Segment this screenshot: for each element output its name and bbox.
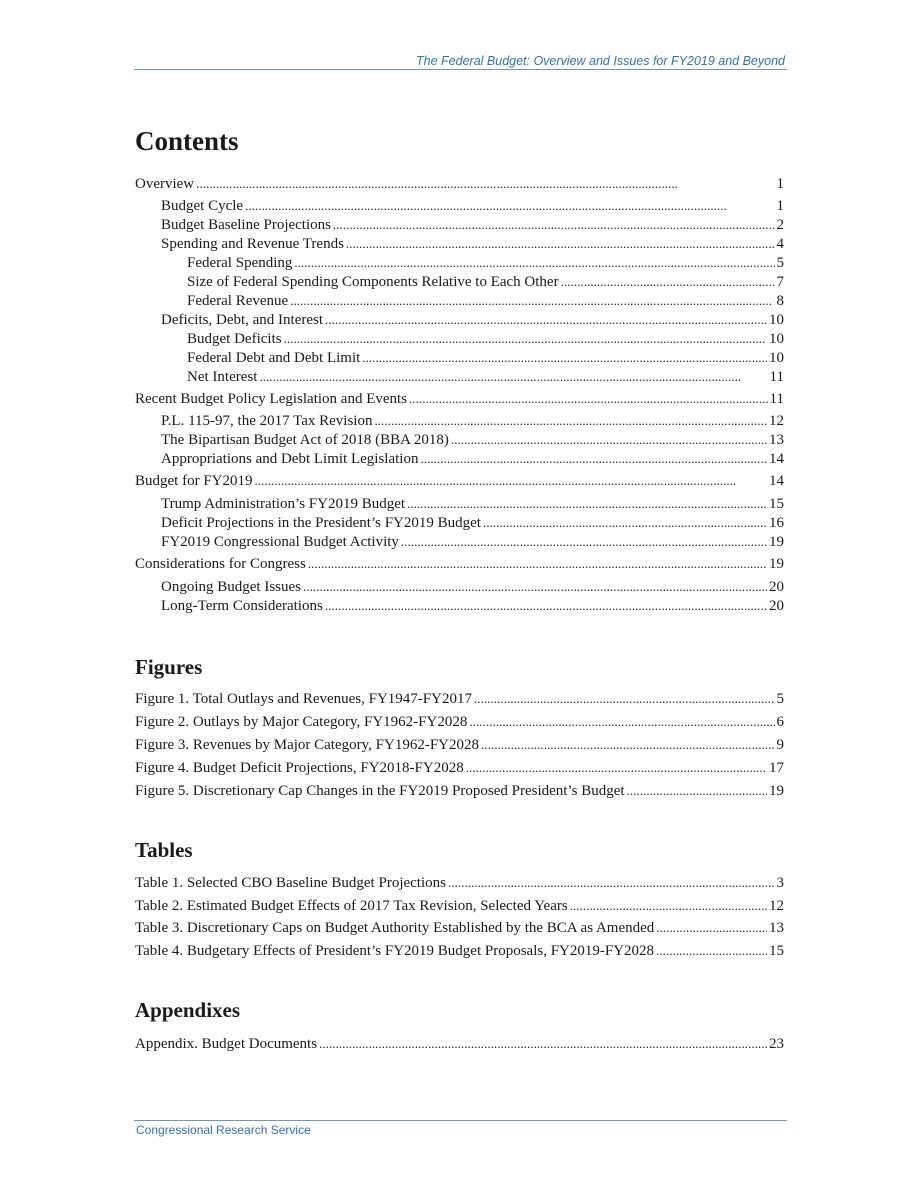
- figure-entry[interactable]: Figure 2. Outlays by Major Category, FY1962-FY2028 . . . 6: [135, 712, 784, 731]
- figure-entry[interactable]: Figure 1. Total Outlays and Revenues, FY1947-FY2017 . . . 5: [135, 689, 784, 708]
- table-entry[interactable]: Table 2. Estimated Budget Effects of 2017 Tax Revision, Selected Years . . . 12: [135, 896, 784, 915]
- figures-heading: Figures: [135, 655, 203, 679]
- toc-entry[interactable]: P.L. 115-97, the 2017 Tax Revision . . . 12: [135, 411, 784, 430]
- tables-heading: Tables: [135, 838, 193, 862]
- toc-entry[interactable]: Budget for FY2019 . . . 14: [135, 471, 784, 490]
- footer-org: Congressional Research Service: [136, 1123, 311, 1137]
- toc-entry[interactable]: Federal Spending . . . 5: [135, 253, 784, 272]
- toc-entry[interactable]: Appropriations and Debt Limit Legislation . . . 14: [135, 449, 784, 468]
- figure-entry[interactable]: Figure 4. Budget Deficit Projections, FY2018-FY2028 . . . 17: [135, 758, 784, 777]
- toc-entry[interactable]: The Bipartisan Budget Act of 2018 (BBA 2018) . . . 13: [135, 430, 784, 449]
- footer-rule: [134, 1120, 787, 1121]
- toc-entry[interactable]: Considerations for Congress . . . 19: [135, 554, 784, 573]
- toc-entry[interactable]: Recent Budget Policy Legislation and Events . . . 11: [135, 389, 784, 408]
- toc-entry[interactable]: Long-Term Considerations . . . 20: [135, 596, 784, 615]
- toc-entry[interactable]: Trump Administration’s FY2019 Budget . . . 15: [135, 494, 784, 513]
- toc-entry[interactable]: Federal Revenue . . . 8: [135, 291, 784, 310]
- table-entry[interactable]: Table 1. Selected CBO Baseline Budget Projections . . . 3: [135, 873, 784, 892]
- figure-entry[interactable]: Figure 5. Discretionary Cap Changes in the FY2019 Proposed President’s Budget . . . 19: [135, 781, 784, 800]
- table-entry[interactable]: Table 4. Budgetary Effects of President’s FY2019 Budget Proposals, FY2019-FY2028 . . . 15: [135, 941, 784, 960]
- running-header-title: The Federal Budget: Overview and Issues for FY2019 and Beyond: [416, 54, 785, 68]
- toc-entry[interactable]: Deficits, Debt, and Interest . . . 10: [135, 310, 784, 329]
- toc-entry[interactable]: FY2019 Congressional Budget Activity . . . 19: [135, 532, 784, 551]
- appendixes-heading: Appendixes: [135, 998, 241, 1022]
- toc-entry[interactable]: Spending and Revenue Trends . . . 4: [135, 234, 784, 253]
- toc-entry[interactable]: Overview . . . 1: [135, 174, 784, 193]
- table-entry[interactable]: Table 3. Discretionary Caps on Budget Authority Established by the BCA as Amended . . . 13: [135, 918, 784, 937]
- figure-entry[interactable]: Figure 3. Revenues by Major Category, FY1962-FY2028 . . . 9: [135, 735, 784, 754]
- toc-entry[interactable]: Ongoing Budget Issues . . . 20: [135, 577, 784, 596]
- header-rule: [134, 69, 787, 70]
- toc-entry[interactable]: Budget Cycle . . . 1: [135, 196, 784, 215]
- contents-heading: Contents: [135, 126, 239, 156]
- appendix-entry[interactable]: Appendix. Budget Documents . . . 23: [135, 1034, 784, 1053]
- toc-entry[interactable]: Size of Federal Spending Components Relative to Each Other . . . 7: [135, 272, 784, 291]
- toc-entry[interactable]: Deficit Projections in the President’s FY2019 Budget . . . 16: [135, 513, 784, 532]
- toc-entry[interactable]: Budget Deficits . . . 10: [135, 329, 784, 348]
- toc-entry[interactable]: Net Interest . . . 11: [135, 367, 784, 386]
- toc-entry[interactable]: Budget Baseline Projections . . . 2: [135, 215, 784, 234]
- toc-entry[interactable]: Federal Debt and Debt Limit . . . 10: [135, 348, 784, 367]
